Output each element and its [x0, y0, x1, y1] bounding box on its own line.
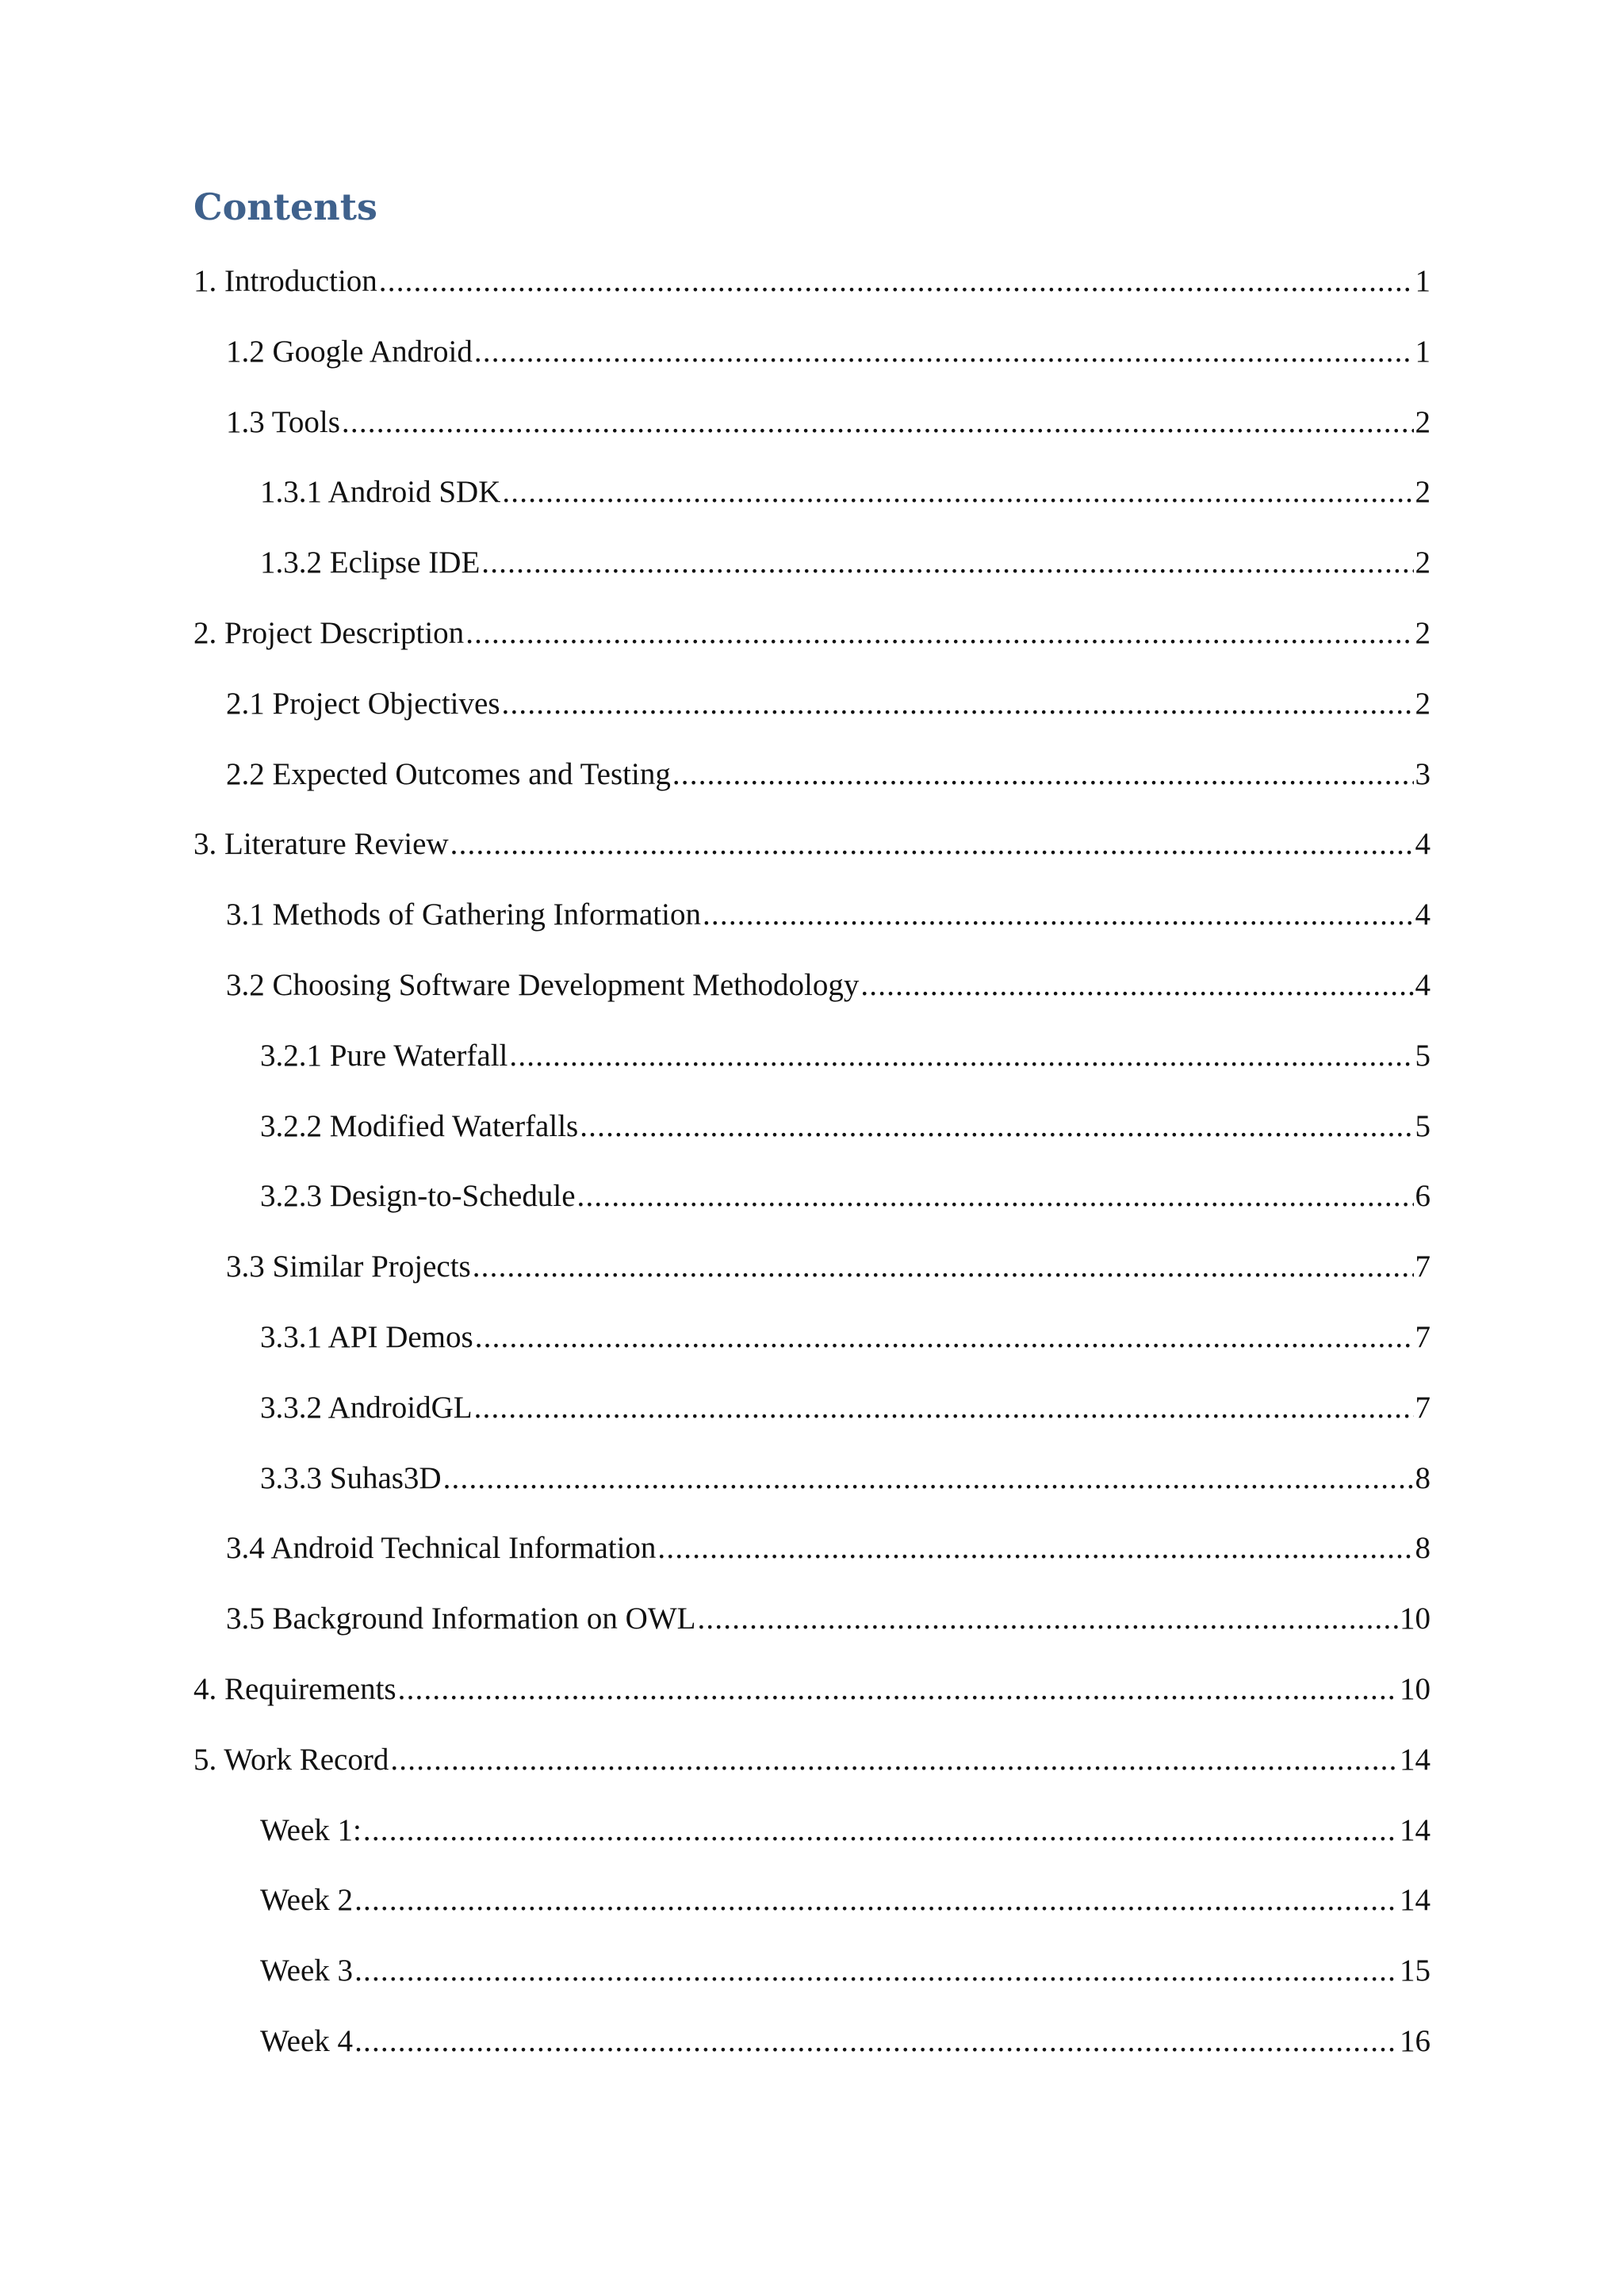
toc-entry-title: 2.1 Project Objectives: [226, 686, 500, 721]
toc-dot-leader: [481, 541, 1413, 584]
toc-entry-page-number: 2: [1415, 545, 1431, 580]
toc-entry-title: 3.3.3 Suhas3D: [260, 1460, 442, 1495]
toc-entry-page-number: 5: [1415, 1038, 1431, 1073]
toc-entry[interactable]: [260, 1035, 1431, 1077]
toc-dot-leader: [502, 471, 1413, 514]
toc-entry-title: 4. Requirements: [193, 1672, 396, 1706]
toc-entry[interactable]: [226, 331, 1431, 373]
toc-entry-title: 1.2 Google Android: [226, 334, 473, 369]
toc-entry-page-number: 1: [1415, 334, 1431, 369]
toc-entry-page-number: 14: [1400, 1742, 1431, 1777]
toc-dot-leader: [443, 1457, 1414, 1500]
toc-entry[interactable]: [226, 894, 1431, 936]
toc-entry-title: 3.2.1 Pure Waterfall: [260, 1038, 508, 1073]
toc-dot-leader: [703, 894, 1414, 936]
toc-entry-title: 3.2 Choosing Software Development Methodology: [226, 968, 860, 1002]
toc-entry-title: 3.5 Background Information on OWL: [226, 1601, 696, 1636]
toc-entry[interactable]: [226, 1598, 1431, 1640]
toc-entry-page-number: 16: [1400, 2024, 1431, 2058]
toc-entry-page-number: 8: [1415, 1460, 1431, 1495]
toc-entry-page-number: 1: [1415, 264, 1431, 298]
toc-entry-page-number: 2: [1415, 475, 1431, 510]
toc-entry-title: 3.2.2 Modified Waterfalls: [260, 1108, 579, 1143]
toc-entry-page-number: 6: [1415, 1179, 1431, 1214]
toc-dot-leader: [354, 2020, 1398, 2063]
toc-dot-leader: [398, 1668, 1398, 1711]
toc-dot-leader: [450, 823, 1414, 866]
toc-entry[interactable]: [260, 2020, 1431, 2063]
toc-entry-page-number: 5: [1415, 1108, 1431, 1143]
toc-entry[interactable]: [193, 1668, 1431, 1711]
toc-entry-title: 1.3.1 Android SDK: [260, 475, 501, 510]
toc-entry[interactable]: [260, 1809, 1431, 1852]
toc-entry[interactable]: [260, 541, 1431, 584]
toc-entry-title: 3. Literature Review: [193, 827, 449, 862]
toc-dot-leader: [342, 401, 1414, 444]
toc-entry-page-number: 2: [1415, 404, 1431, 439]
toc-entry-title: 3.4 Android Technical Information: [226, 1531, 657, 1566]
toc-dot-leader: [860, 964, 1413, 1007]
toc-dot-leader: [580, 1105, 1413, 1148]
toc-entry[interactable]: [260, 1387, 1431, 1429]
toc-dot-leader: [577, 1175, 1414, 1218]
toc-entry-page-number: 4: [1415, 827, 1431, 862]
toc-entry-title: Week 1:: [260, 1812, 362, 1847]
toc-entry[interactable]: [260, 1457, 1431, 1500]
toc-entry-page-number: 3: [1415, 756, 1431, 791]
toc-entry-page-number: 7: [1415, 1320, 1431, 1354]
toc-entry[interactable]: [226, 753, 1431, 796]
toc-entry[interactable]: [226, 964, 1431, 1007]
toc-entry-page-number: 8: [1415, 1531, 1431, 1566]
toc-entry-page-number: 2: [1415, 686, 1431, 721]
toc-entry[interactable]: [260, 1950, 1431, 1992]
toc-entry-title: Week 4: [260, 2024, 354, 2058]
toc-dot-leader: [672, 753, 1414, 796]
toc-entry[interactable]: [260, 1105, 1431, 1148]
toc-dot-leader: [502, 683, 1414, 725]
toc-entry-title: 1.3 Tools: [226, 404, 340, 439]
toc-entry[interactable]: [260, 1316, 1431, 1359]
toc-entry-page-number: 7: [1415, 1390, 1431, 1425]
toc-entry-title: 3.2.3 Design-to-Schedule: [260, 1179, 576, 1214]
toc-entry-title: Week 3: [260, 1954, 354, 1988]
toc-dot-leader: [473, 1246, 1414, 1288]
toc-entry-title: 5. Work Record: [193, 1742, 389, 1777]
toc-entry[interactable]: [226, 1246, 1431, 1288]
toc-entry[interactable]: [193, 1739, 1431, 1781]
toc-dot-leader: [354, 1879, 1398, 1922]
toc-dot-leader: [509, 1035, 1413, 1077]
toc-entry-title: 1. Introduction: [193, 264, 377, 298]
toc-entry-page-number: 2: [1415, 616, 1431, 650]
toc-entry-title: 3.1 Methods of Gathering Information: [226, 897, 701, 932]
toc-entry[interactable]: [226, 683, 1431, 725]
toc-dot-leader: [474, 331, 1414, 373]
toc-entry-title: 1.3.2 Eclipse IDE: [260, 545, 481, 580]
toc-entry-page-number: 15: [1400, 1954, 1431, 1988]
toc-entry-page-number: 10: [1400, 1672, 1431, 1706]
toc-title: Contents: [193, 186, 377, 228]
toc-entry-title: 3.3.1 API Demos: [260, 1320, 473, 1354]
toc-entry[interactable]: [193, 823, 1431, 866]
toc-dot-leader: [465, 612, 1413, 655]
toc-entry-title: 3.3 Similar Projects: [226, 1249, 471, 1284]
toc-dot-leader: [354, 1950, 1398, 1992]
toc-entry[interactable]: [226, 1527, 1431, 1570]
toc-entry-page-number: 14: [1400, 1812, 1431, 1847]
toc-entry[interactable]: [193, 260, 1431, 303]
toc-entry-page-number: 14: [1400, 1883, 1431, 1918]
toc-entry[interactable]: [260, 471, 1431, 514]
toc-entry-title: Week 2: [260, 1883, 354, 1918]
toc-dot-leader: [379, 260, 1414, 303]
toc-entry[interactable]: [226, 401, 1431, 444]
toc-entry-title: 2.2 Expected Outcomes and Testing: [226, 756, 671, 791]
toc-entry-title: 3.3.2 AndroidGL: [260, 1390, 473, 1425]
toc-dot-leader: [474, 1387, 1414, 1429]
toc-entry-page-number: 10: [1400, 1601, 1431, 1636]
toc-entry-page-number: 4: [1415, 897, 1431, 932]
toc-dot-leader: [390, 1739, 1398, 1781]
toc-dot-leader: [363, 1809, 1398, 1852]
toc-dot-leader: [657, 1527, 1413, 1570]
toc-entry-title: 2. Project Description: [193, 616, 465, 650]
toc-dot-leader: [697, 1598, 1398, 1640]
toc-entry[interactable]: [260, 1879, 1431, 1922]
toc-entry[interactable]: [193, 612, 1431, 655]
toc-entry-page-number: 7: [1415, 1249, 1431, 1284]
toc-entry[interactable]: [260, 1175, 1431, 1218]
toc-entry-page-number: 4: [1415, 968, 1431, 1002]
toc-dot-leader: [475, 1316, 1414, 1359]
